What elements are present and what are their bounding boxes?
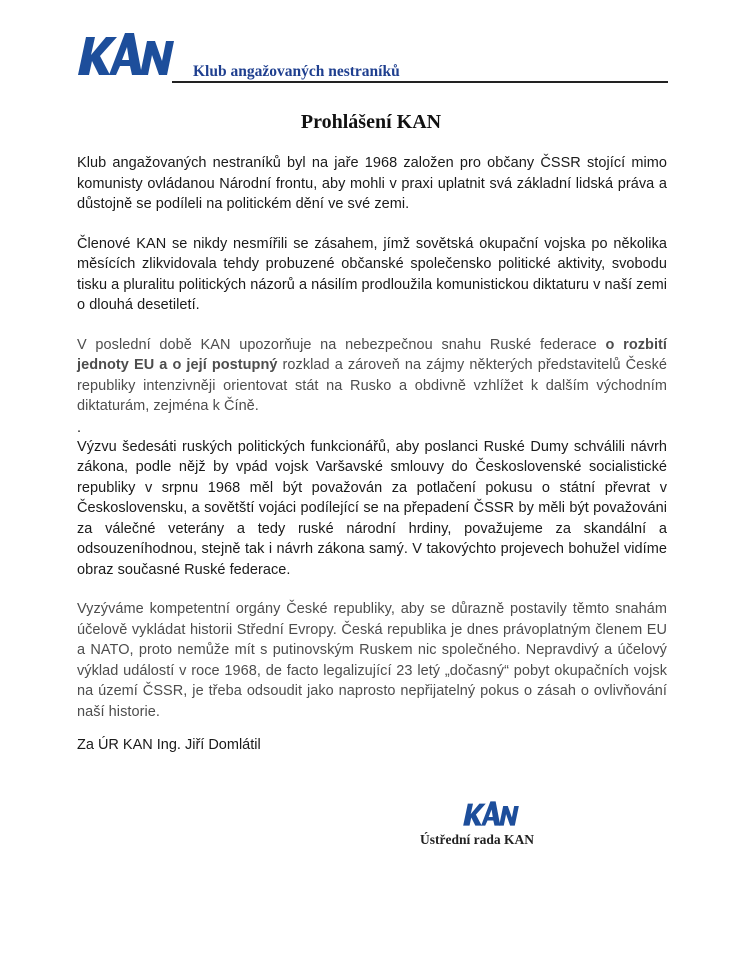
kan-logo <box>76 31 176 77</box>
paragraph-1: Klub angažovaných nestraníků byl na jaře 1968 založen pro občany ČSSR stojící mimo komunisty ovládanou Národní frontu, aby mohli v praxi uplatnit svá základní lidská práva a důstojně se podíleli na politickém dění ve své zemi. <box>77 155 667 212</box>
kan-logo-mark <box>78 33 174 75</box>
stray-dot: . <box>77 419 82 436</box>
document-body <box>77 153 667 741</box>
paragraph-5: Vyzýváme kompetentní orgány České republiky, aby se důrazně postavily těmto snahám účelově vykládat historii Střední Evropy. Česká republika je dnes právoplatným členem EU a NATO, proto nemůže mít s putinovským Ruskem nic společného. Nepravdivý a účelový výklad událostí v roce 1968, de facto legalizující 23 letý „dočasný“ pobyt okupačních vojsk na území ČSSR, je třeba odsoudit jako naprosto nepřijatelný pokus o zásah o ovlivňování naší historie. <box>77 601 667 720</box>
paragraph-4: Výzvu šedesáti ruských politických funkcionářů, aby poslanci Ruské Dumy schválili návrh zákona, podle nějž by vpád vojsk Varšavské smlouvy do Československé socialistické republiky v srpnu 1968 měl být považován za potlačení pokusu o státní převrat v Československu, a sovětští vojáci podílející se na přepadení ČSSR by měli být považováni za válečné veterány a tedy ruské národní hrdiny, považujeme za skandální a odsouzeníhodnou, stejně tak i návrh zákona samý. V takovýchto projevech bohužel vidíme obraz současné Ruské federace. <box>77 438 667 578</box>
page-title: Prohlášení KAN <box>300 111 442 133</box>
central-council: Ústřední rada KAN <box>420 832 534 847</box>
paragraph-3 <box>77 335 667 417</box>
paragraph-3-emphasis: o rozbití jednoty EU a o její postupný <box>77 336 667 373</box>
kan-logo-small-mark <box>463 801 519 825</box>
club-name: Klub angažovaných nestraníků <box>193 63 400 80</box>
kan-logo-small <box>462 800 520 827</box>
paragraph-2: Členové KAN se nikdy nesmířili se zásahem, jímž sovětská okupační vojska po několika měsících zlikvidovala tehdy probuzené občanské společensko politické aktivity, svobodu tisku a pluralitu politických názorů a násilím prodloužila komunistickou diktaturu v naší zemi o dlouhá desetiletí. <box>77 235 667 313</box>
paragraph-3-start: V poslední době KAN upozorňuje na nebezpečnou snahu Ruské federace <box>77 336 606 353</box>
signature: Za ÚR KAN Ing. Jiří Domlátil <box>77 737 261 753</box>
header-rule <box>172 81 668 83</box>
paragraph-3-end: rozklad a zároveň na zájmy některých představitelů České republiky intenzivněji orientovat stát na Rusko a obdivně vzhlížet k dalším východním diktaturám, zejména k Číně. <box>77 357 667 414</box>
